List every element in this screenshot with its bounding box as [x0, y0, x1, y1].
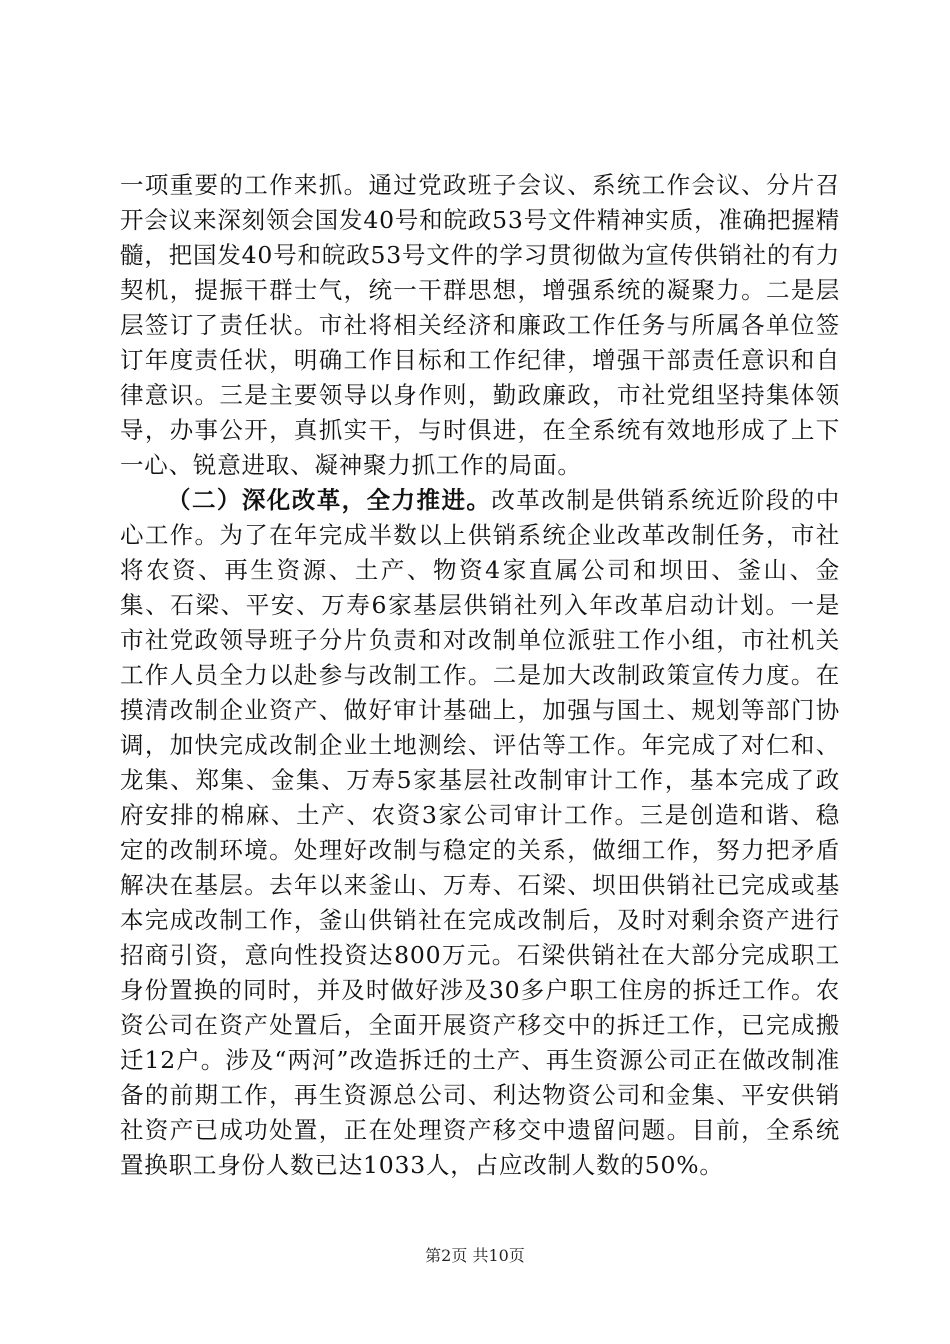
- paragraph-text: 改革改制是供销系统近阶段的中心工作。为了在年完成半数以上供销系统企业改革改制任务，市社将农资、再生资源、土产、物资4家直属公司和坝田、釜山、金集、石梁、平安、万寿6家基层供销社列入年改革启动计划。一是市社党政领导班子分片负责和对改制单位派驻工作小组，市社机关工作人员全力以赴参与改制工作。二是加大改制政策宣传力度。在摸清改制企业资产、做好审计基础上，加强与国土、规划等部门协调，加快完成改制企业土地测绘、评估等工作。年完成了对仁和、龙集、郑集、金集、万寿5家基层社改制审计工作，基本完成了政府安排的棉麻、土产、农资3家公司审计工作。三是创造和谐、稳定的改制环境。处理好改制与稳定的关系，做细工作，努力把矛盾解决在基层。去年以来釜山、万寿、石梁、坝田供销社已完成或基本完成改制工作，釜山供销社在完成改制后，及时对剩余资产进行招商引资，意向性投资达800万元。石梁供销社在大部分完成职工身份置换的同时，并及时做好涉及30多户职工住房的拆迁工作。农资公司在资产处置后，全面开展资产移交中的拆迁工作，已完成搬迁12户。涉及“两河”改造拆迁的土产、再生资源公司正在做改制准备的前期工作，再生资源总公司、利达物资公司和金集、平安供销社资产已成功处置，正在处理资产移交中遗留问题。目前，全系统置换职工身份人数已达1033人，占应改制人数的50%。: [120, 486, 841, 1179]
- page-footer: [0, 1246, 950, 1266]
- paragraph-continued: [120, 168, 840, 483]
- body-text: [120, 168, 840, 1183]
- paragraph-reform: [120, 483, 840, 1183]
- section-heading: （二）深化改革，全力推进。: [167, 486, 492, 514]
- paragraph-text: 一项重要的工作来抓。通过党政班子会议、系统工作会议、分片召开会议来深刻领会国发40号和皖政53号文件精神实质，准确把握精髓，把国发40号和皖政53号文件的学习贯彻做为宣传供销社的有力契机，提振干群士气，统一干群思想，增强系统的凝聚力。二是层层签订了责任状。市社将相关经济和廉政工作任务与所属各单位签订年度责任状，明确工作目标和工作纪律，增强干部责任意识和自律意识。三是主要领导以身作则，勤政廉政，市社党组坚持集体领导，办事公开，真抓实干，与时俱进，在全系统有效地形成了上下一心、锐意进取、凝神聚力抓工作的局面。: [120, 171, 840, 479]
- page-indicator: 第2页 共10页: [425, 1246, 525, 1265]
